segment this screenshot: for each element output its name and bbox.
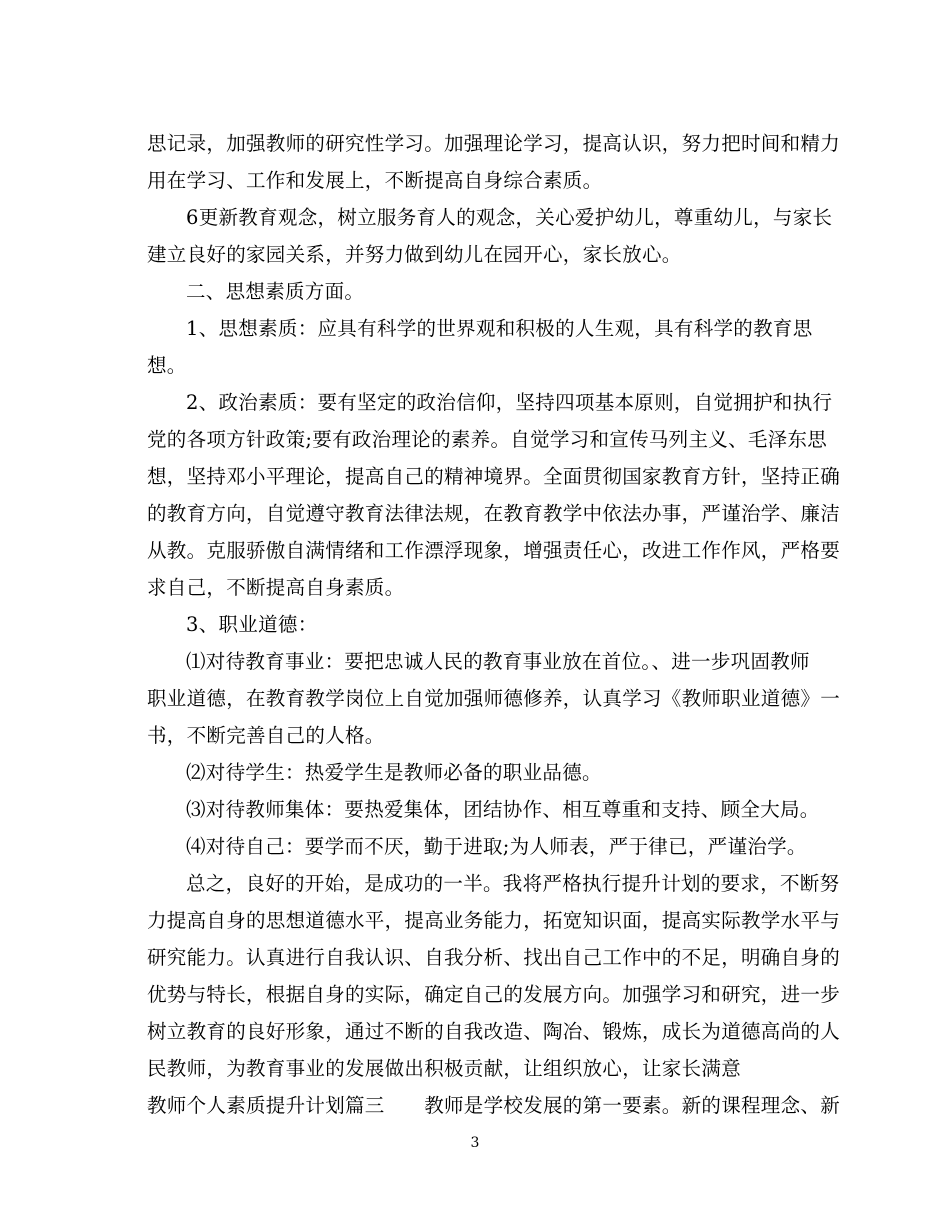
text-line: ⑴对待教育事业：要把忠诚人民的教育事业放在首位。、进一步巩固教师 [186,650,810,673]
text-line: 求自己，不断提高自身素质。 [147,576,405,599]
text-line: 2、政治素质：要有坚定的政治信仰，坚持四项基本原则，自觉拥护和执行 [186,391,833,414]
text-line: 1、思想素质：应具有科学的世界观和积极的人生观，具有科学的教育思 [186,317,813,340]
text-line: 6更新教育观念，树立服务育人的观念，关心爱护幼儿，尊重幼儿，与家长 [186,206,833,229]
text-line: 教师个人素质提升计划篇三 教师是学校发展的第一要素。新的课程理念、新 [147,1094,841,1117]
section-heading: 二、思想素质方面。 [186,280,365,303]
text-line: 优势与特长，根据自身的实际，确定自己的发展方向。加强学习和研究，进一步 [147,983,841,1006]
text-line: 树立教育的良好形象，通过不断的自我改造、陶冶、锻炼，成长为道德高尚的人 [147,1020,841,1043]
text-line: ⑵对待学生：热爱学生是教师必备的职业品德。 [186,761,602,784]
text-line: 的教育方向，自觉遵守教育法律法规，在教育教学中依法办事，严谨治学、廉洁 [147,502,841,525]
text-line: 想。 [147,354,187,377]
text-line: 力提高自身的思想道德水平，提高业务能力，拓宽知识面，提高实际教学水平与 [147,909,841,932]
text-line: 用在学习、工作和发展上，不断提高自身综合素质。 [147,169,603,192]
text-line: 职业道德，在教育教学岗位上自觉加强师德修养，认真学习《教师职业道德》一 [147,687,841,710]
text-line: 总之，良好的开始，是成功的一半。我将严格执行提升计划的要求，不断努 [186,872,840,895]
text-line: 思记录，加强教师的研究性学习。加强理论学习，提高认识，努力把时间和精力 [147,132,841,155]
text-line: 想，坚持邓小平理论，提高自己的精神境界。全面贯彻国家教育方针，坚持正确 [147,465,841,488]
text-line: 党的各项方针政策;要有政治理论的素养。自觉学习和宣传马列主义、毛泽东思 [147,428,828,451]
text-line: 研究能力。认真进行自我认识、自我分析、找出自己工作中的不足，明确自身的 [147,946,841,969]
page-number: 3 [470,1135,480,1151]
text-line: 3、职业道德： [186,613,318,636]
text-line: 民教师，为教育事业的发展做出积极贡献，让组织放心，让家长满意 [147,1057,742,1080]
text-line: 建立良好的家园关系，并努力做到幼儿在园开心，家长放心。 [147,243,682,266]
text-line: ⑷对待自己：要学而不厌，勤于进取;为人师表，严于律已，严谨治学。 [186,835,807,858]
text-line: ⑶对待教师集体：要热爱集体，团结协作、相互尊重和支持、顾全大局。 [186,798,820,821]
text-line: 书，不断完善自己的人格。 [147,724,385,747]
text-line: 从教。克服骄傲自满情绪和工作漂浮现象，增强责任心，改进工作作风，严格要 [147,539,841,562]
